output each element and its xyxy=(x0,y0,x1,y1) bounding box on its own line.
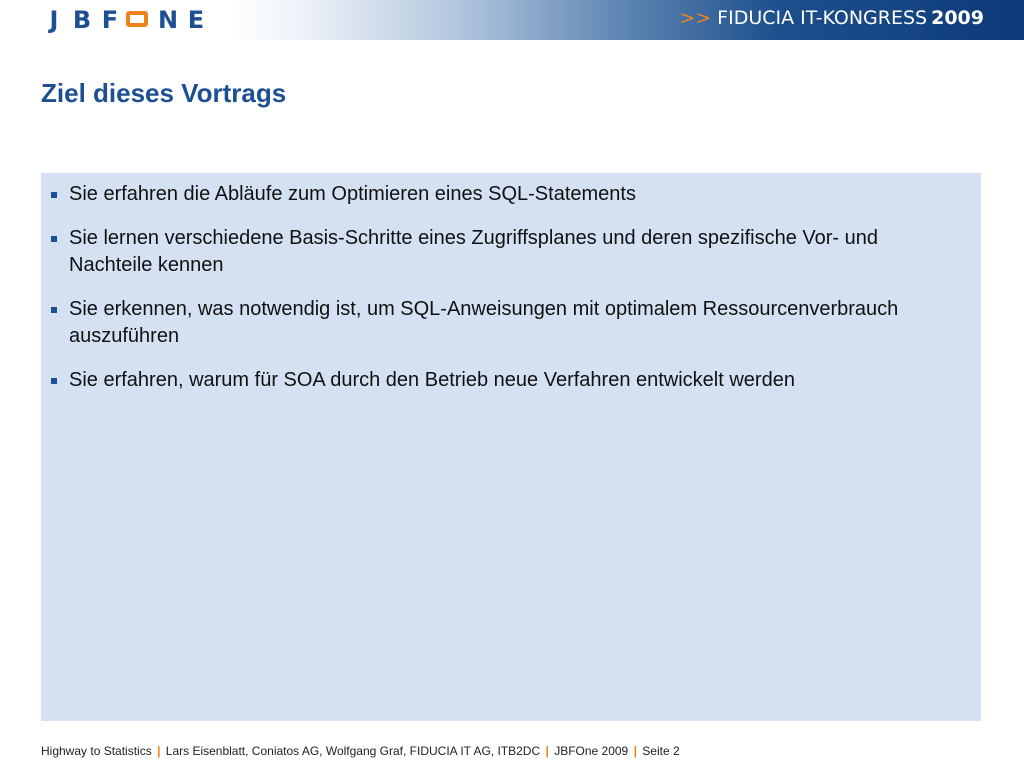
bullet-text: Sie lernen verschiedene Basis-Schritte eines Zugriffsplanes und deren spezifische Vor- und Nachteile kennen xyxy=(69,227,878,276)
slide-title: Ziel dieses Vortrags xyxy=(41,78,287,108)
header-bar xyxy=(0,0,1024,40)
footer-separator: | xyxy=(633,744,637,758)
square-bullet-icon xyxy=(51,192,57,198)
congress-arrows: >> xyxy=(679,7,712,29)
bullet-text: Sie erkennen, was notwendig ist, um SQL-Anweisungen mit optimalem Ressourcenverbrauch auszuführen xyxy=(69,298,899,347)
footer-talk-title: Highway to Statistics xyxy=(41,744,152,758)
bullet-item xyxy=(51,181,966,208)
footer xyxy=(41,744,680,758)
congress-year: 2009 xyxy=(931,7,984,29)
logo-letter-e: E xyxy=(187,6,205,34)
footer-page-number: Seite 2 xyxy=(642,744,680,758)
content-box xyxy=(41,173,981,721)
bullet-text: Sie erfahren, warum für SOA durch den Betrieb neue Verfahren entwickelt werden xyxy=(69,369,795,391)
bullet-list xyxy=(51,181,966,411)
square-bullet-icon xyxy=(51,236,57,242)
logo-letter-b: B xyxy=(72,6,92,34)
congress-name: FIDUCIA IT-KONGRESS xyxy=(717,7,928,29)
congress-title xyxy=(679,7,984,33)
square-bullet-icon xyxy=(51,378,57,384)
square-bullet-icon xyxy=(51,307,57,313)
bullet-item xyxy=(51,367,966,394)
bullet-item xyxy=(51,296,966,350)
footer-event: JBFOne 2009 xyxy=(554,744,629,758)
footer-separator: | xyxy=(545,744,549,758)
logo-letter-j: J xyxy=(49,6,59,34)
bullet-item xyxy=(51,225,966,279)
logo-letter-f: F xyxy=(101,6,119,34)
logo-letter-n: N xyxy=(157,6,179,34)
footer-separator: | xyxy=(157,744,161,758)
logo-o-icon xyxy=(124,8,154,32)
bullet-text: Sie erfahren die Abläufe zum Optimieren eines SQL-Statements xyxy=(69,183,636,205)
footer-authors: Lars Eisenblatt, Coniatos AG, Wolfgang Graf, FIDUCIA IT AG, ITB2DC xyxy=(165,744,541,758)
jbfone-logo xyxy=(40,6,210,34)
